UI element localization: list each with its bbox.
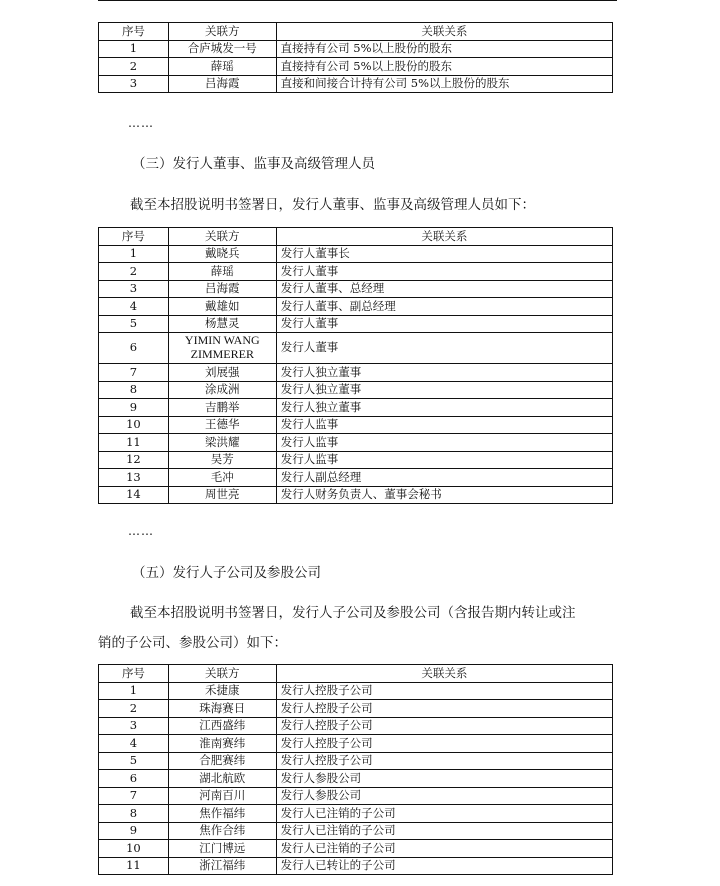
cell-party: 吕海霞 (168, 280, 276, 298)
cell-no: 13 (99, 469, 169, 487)
cell-party: 戴雄如 (168, 298, 276, 316)
table-header-row (99, 23, 613, 41)
cell-no: 5 (99, 752, 169, 770)
cell-party: 周世亮 (168, 486, 276, 504)
header-relation: 关联关系 (276, 665, 612, 683)
cell-no: 4 (99, 735, 169, 753)
cell-relation: 发行人副总经理 (276, 469, 612, 487)
cell-party: 毛冲 (168, 469, 276, 487)
section-5-intro-line-1: 截至本招股说明书签署日，发行人子公司及参股公司（含报告期内转让或注 (130, 605, 576, 621)
cell-party: 江西盛纬 (168, 717, 276, 735)
cell-relation: 发行人监事 (276, 416, 612, 434)
table-row (99, 40, 613, 58)
table-row (99, 280, 613, 298)
page-top-rule (98, 0, 617, 1)
table-row (99, 822, 613, 840)
cell-party: 淮南赛纬 (168, 735, 276, 753)
cell-no: 7 (99, 364, 169, 382)
cell-no: 3 (99, 717, 169, 735)
section-3-intro: 截至本招股说明书签署日，发行人董事、监事及高级管理人员如下： (130, 197, 535, 213)
cell-party: 合肥赛纬 (168, 752, 276, 770)
cell-relation: 发行人董事长 (276, 245, 612, 263)
table-row (99, 58, 613, 76)
table-row (99, 263, 613, 281)
shareholders-table (98, 22, 613, 93)
cell-relation: 发行人已转让的子公司 (276, 857, 612, 875)
header-no: 序号 (99, 665, 169, 683)
cell-no: 12 (99, 451, 169, 469)
cell-relation: 发行人已注销的子公司 (276, 822, 612, 840)
ellipsis-2: …… (128, 524, 154, 538)
cell-relation: 发行人控股子公司 (276, 682, 612, 700)
cell-party: 焦作福纬 (168, 805, 276, 823)
cell-no: 2 (99, 700, 169, 718)
cell-relation: 发行人参股公司 (276, 770, 612, 788)
table-row (99, 333, 613, 364)
cell-no: 10 (99, 840, 169, 858)
cell-no: 9 (99, 399, 169, 417)
cell-no: 14 (99, 486, 169, 504)
directors-table (98, 227, 613, 504)
cell-relation: 发行人已注销的子公司 (276, 805, 612, 823)
party-name-line-2: ZIMMERER (190, 347, 254, 361)
cell-no: 1 (99, 682, 169, 700)
cell-relation: 发行人独立董事 (276, 399, 612, 417)
cell-relation: 发行人独立董事 (276, 381, 612, 399)
table-row (99, 245, 613, 263)
cell-party: 浙江福纬 (168, 857, 276, 875)
cell-no: 8 (99, 805, 169, 823)
table-row (99, 315, 613, 333)
table-row (99, 717, 613, 735)
table-row (99, 805, 613, 823)
cell-no: 11 (99, 434, 169, 452)
cell-relation: 发行人董事 (276, 333, 612, 364)
cell-relation: 发行人控股子公司 (276, 700, 612, 718)
section-3-heading: （三）发行人董事、监事及高级管理人员 (132, 156, 375, 172)
table-row (99, 399, 613, 417)
cell-relation: 发行人已注销的子公司 (276, 840, 612, 858)
cell-party: 涂成洲 (168, 381, 276, 399)
cell-relation: 发行人董事、总经理 (276, 280, 612, 298)
cell-relation: 发行人控股子公司 (276, 717, 612, 735)
cell-party: 珠海赛日 (168, 700, 276, 718)
cell-relation: 发行人控股子公司 (276, 752, 612, 770)
header-party: 关联方 (168, 665, 276, 683)
header-relation: 关联关系 (276, 23, 612, 41)
cell-party: 焦作合纬 (168, 822, 276, 840)
cell-no: 3 (99, 75, 169, 93)
table-row (99, 840, 613, 858)
cell-no: 6 (99, 333, 169, 364)
cell-no: 9 (99, 822, 169, 840)
cell-party: 薛瑶 (168, 263, 276, 281)
header-relation: 关联关系 (276, 228, 612, 246)
table-row (99, 381, 613, 399)
cell-no: 5 (99, 315, 169, 333)
cell-relation: 发行人董事 (276, 315, 612, 333)
table-row (99, 434, 613, 452)
cell-no: 1 (99, 40, 169, 58)
cell-relation: 发行人独立董事 (276, 364, 612, 382)
section-5-heading: （五）发行人子公司及参股公司 (132, 565, 321, 581)
cell-no: 4 (99, 298, 169, 316)
cell-party: 王德华 (168, 416, 276, 434)
ellipsis-1: …… (128, 116, 154, 130)
table-row (99, 364, 613, 382)
table-row (99, 486, 613, 504)
table-row (99, 700, 613, 718)
cell-party: 江门博远 (168, 840, 276, 858)
cell-relation: 发行人财务负责人、董事会秘书 (276, 486, 612, 504)
cell-no: 6 (99, 770, 169, 788)
cell-no: 8 (99, 381, 169, 399)
table-row (99, 298, 613, 316)
cell-party: 吴芳 (168, 451, 276, 469)
header-party: 关联方 (168, 228, 276, 246)
cell-party: 杨慧灵 (168, 315, 276, 333)
cell-relation: 直接持有公司 5%以上股份的股东 (276, 40, 612, 58)
cell-no: 1 (99, 245, 169, 263)
cell-relation: 直接和间接合计持有公司 5%以上股份的股东 (276, 75, 612, 93)
cell-party (168, 333, 276, 364)
cell-no: 2 (99, 58, 169, 76)
cell-relation: 发行人监事 (276, 451, 612, 469)
table-row (99, 752, 613, 770)
cell-no: 2 (99, 263, 169, 281)
table-row (99, 770, 613, 788)
cell-relation: 发行人控股子公司 (276, 735, 612, 753)
table-row (99, 416, 613, 434)
cell-party: 梁洪耀 (168, 434, 276, 452)
table-row (99, 857, 613, 875)
table-row (99, 735, 613, 753)
table-row (99, 787, 613, 805)
cell-party: 禾捷康 (168, 682, 276, 700)
cell-no: 3 (99, 280, 169, 298)
header-no: 序号 (99, 23, 169, 41)
cell-party: 薛瑶 (168, 58, 276, 76)
table-row (99, 75, 613, 93)
cell-party: 刘展强 (168, 364, 276, 382)
cell-no: 10 (99, 416, 169, 434)
header-no: 序号 (99, 228, 169, 246)
table-row (99, 682, 613, 700)
cell-relation: 发行人董事、副总经理 (276, 298, 612, 316)
cell-relation: 发行人监事 (276, 434, 612, 452)
cell-party: 吉鹏举 (168, 399, 276, 417)
party-name-line-1: YIMIN WANG (184, 333, 260, 348)
table-row (99, 469, 613, 487)
cell-no: 7 (99, 787, 169, 805)
subsidiaries-table (98, 664, 613, 875)
cell-relation: 直接持有公司 5%以上股份的股东 (276, 58, 612, 76)
header-party: 关联方 (168, 23, 276, 41)
cell-relation: 发行人董事 (276, 263, 612, 281)
cell-no: 11 (99, 857, 169, 875)
cell-party: 湖北航欧 (168, 770, 276, 788)
cell-party: 合庐城发一号 (168, 40, 276, 58)
cell-party: 戴晓兵 (168, 245, 276, 263)
table-row (99, 451, 613, 469)
cell-party: 吕海霞 (168, 75, 276, 93)
section-5-intro-line-2: 销的子公司、参股公司）如下： (98, 635, 287, 651)
table-header-row (99, 665, 613, 683)
cell-party: 河南百川 (168, 787, 276, 805)
table-header-row (99, 228, 613, 246)
cell-relation: 发行人参股公司 (276, 787, 612, 805)
